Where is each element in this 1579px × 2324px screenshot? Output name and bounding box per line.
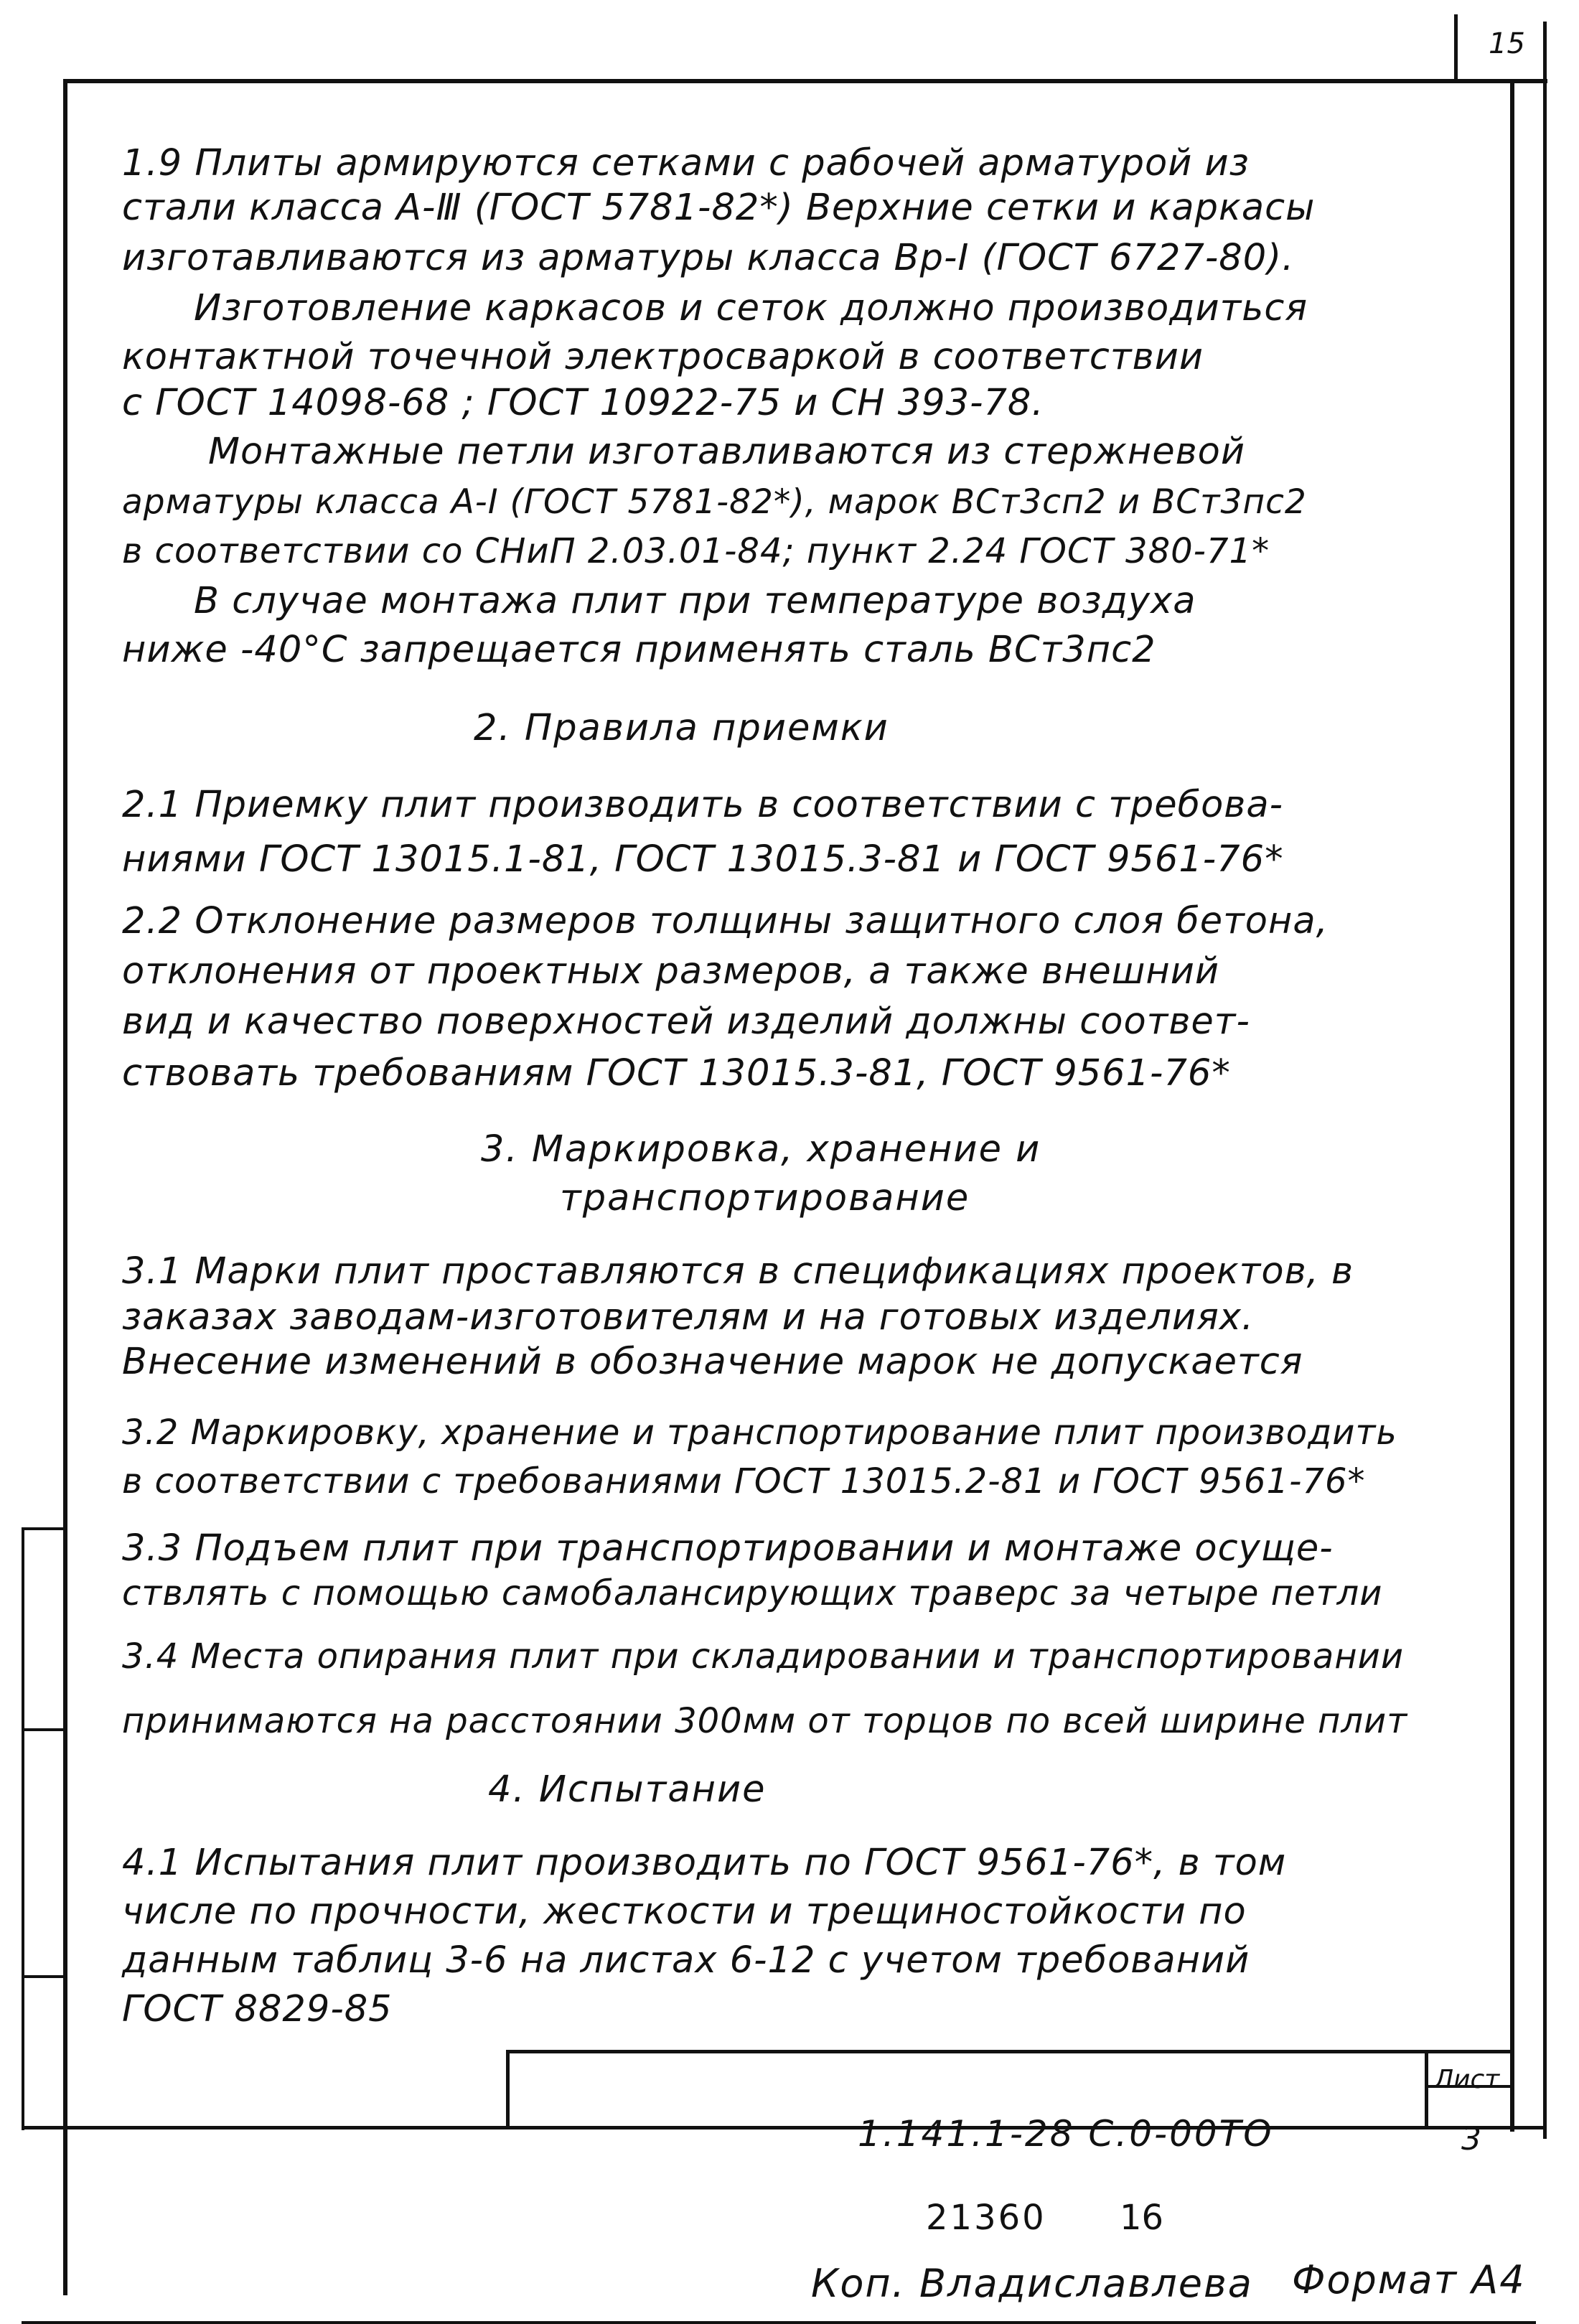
top-sheet-number: 15 (1489, 27, 1525, 60)
frame-bottom-line (22, 2126, 1547, 2129)
text-line: ГОСТ 8829-85 (122, 1988, 393, 2030)
section-heading: 2. Правила приемки (474, 707, 889, 749)
margin-mark-2 (22, 1527, 24, 2130)
section-heading: 4. Испытание (488, 1768, 767, 1811)
text-line: ниже -40°С запрещается применять сталь ВСт3пс2 (122, 629, 1156, 671)
copied-by: Коп. Владиславлева (811, 2261, 1253, 2306)
text-line: 3.3 Подъем плит при транспортировании и монтаже осуще- (122, 1527, 1334, 1570)
text-line: данным таблиц 3-6 на листах 6-12 с учетом требований (122, 1939, 1250, 1982)
stamp-number: 21360 (926, 2198, 1046, 2238)
text-line: 3.1 Марки плит проставляются в спецификациях проектов, в (122, 1250, 1354, 1293)
text-line: контактной точечной электросваркой в соответствии (122, 336, 1204, 378)
margin-mark-4 (22, 1975, 65, 1978)
text-line: 2.2 Отклонение размеров толщины защитного слоя бетона, (122, 900, 1329, 942)
frame-top-line (63, 79, 1547, 83)
section-heading-cont: транспортирование (560, 1177, 970, 1219)
margin-mark-3 (22, 1728, 65, 1731)
text-line: 3.4 Места опирания плит при складировании и транспортировании (122, 1636, 1405, 1677)
text-line: 2.1 Приемку плит производить в соответствии с требова- (122, 784, 1284, 826)
text-line: ствлять с помощью самобалансирующих траверс за четыре петли (122, 1573, 1383, 1613)
text-line: изготавливаются из арматуры класса Вр-I (ГОСТ 6727-80). (122, 237, 1295, 279)
margin-mark-1 (22, 1527, 65, 1530)
text-line: в соответствии с требованиями ГОСТ 13015.2-81 и ГОСТ 9561-76* (122, 1461, 1366, 1501)
text-line: ствовать требованиям ГОСТ 13015.3-81, ГОСТ 9561-76* (122, 1052, 1231, 1095)
text-line: ниями ГОСТ 13015.1-81, ГОСТ 13015.3-81 и ГОСТ 9561-76* (122, 838, 1284, 881)
page-bottom-line (22, 2321, 1536, 2324)
text-line: арматуры класса А-I (ГОСТ 5781-82*), марок ВСт3сп2 и ВСт3пс2 (122, 482, 1307, 522)
text-line: отклонения от проектных размеров, а также внешний (122, 950, 1220, 993)
text-line: с ГОСТ 14098-68 ; ГОСТ 10922-75 и СН 393-78. (122, 382, 1044, 424)
text-line: заказах заводам-изготовителям и на готовых изделиях. (122, 1296, 1255, 1339)
text-line: числе по прочности, жесткости и трещиностойкости по (122, 1890, 1247, 1933)
frame-left-line (63, 79, 67, 2295)
title-block-top (506, 2050, 1511, 2053)
sheet-number-box-left (1454, 14, 1458, 80)
sheet-label: Лист (1434, 2065, 1500, 2094)
text-line: Внесение изменений в обозначение марок не допускается (122, 1341, 1303, 1383)
frame-right-line (1510, 79, 1514, 2132)
document-code: 1.141.1-28 С.0-00ТО (858, 2113, 1274, 2155)
frame-right-outer-line (1543, 22, 1547, 2139)
text-line: в соответствии со СНиП 2.03.01-84; пункт 2.24 ГОСТ 380-71* (122, 531, 1270, 571)
paper-format: Формат А4 (1292, 2257, 1526, 2302)
section-heading: 3. Маркировка, хранение и (481, 1128, 1041, 1171)
text-line: Монтажные петли изготавливаются из стержневой (208, 431, 1245, 473)
text-line: Изготовление каркасов и сеток должно производиться (194, 287, 1308, 329)
text-line: 4.1 Испытания плит производить по ГОСТ 9561-76*, в том (122, 1842, 1287, 1884)
sheet-number: 3 (1461, 2121, 1481, 2157)
text-line: стали класса А-Ⅲ (ГОСТ 5781-82*) Верхние сетки и каркасы (122, 187, 1316, 229)
text-line: принимаются на расстоянии 300мм от торцов по всей ширине плит (122, 1701, 1408, 1741)
title-block-divider (1425, 2050, 1428, 2129)
text-line: вид и качество поверхностей изделий должны соответ- (122, 1001, 1250, 1043)
text-line: В случае монтажа плит при температуре воздуха (194, 580, 1196, 622)
title-block-left (506, 2050, 510, 2129)
text-line: 3.2 Маркировку, хранение и транспортирование плит производить (122, 1412, 1397, 1453)
stamp-number-2: 16 (1120, 2198, 1164, 2238)
text-line: 1.9 Плиты армируются сетками с рабочей арматурой из (122, 142, 1250, 184)
